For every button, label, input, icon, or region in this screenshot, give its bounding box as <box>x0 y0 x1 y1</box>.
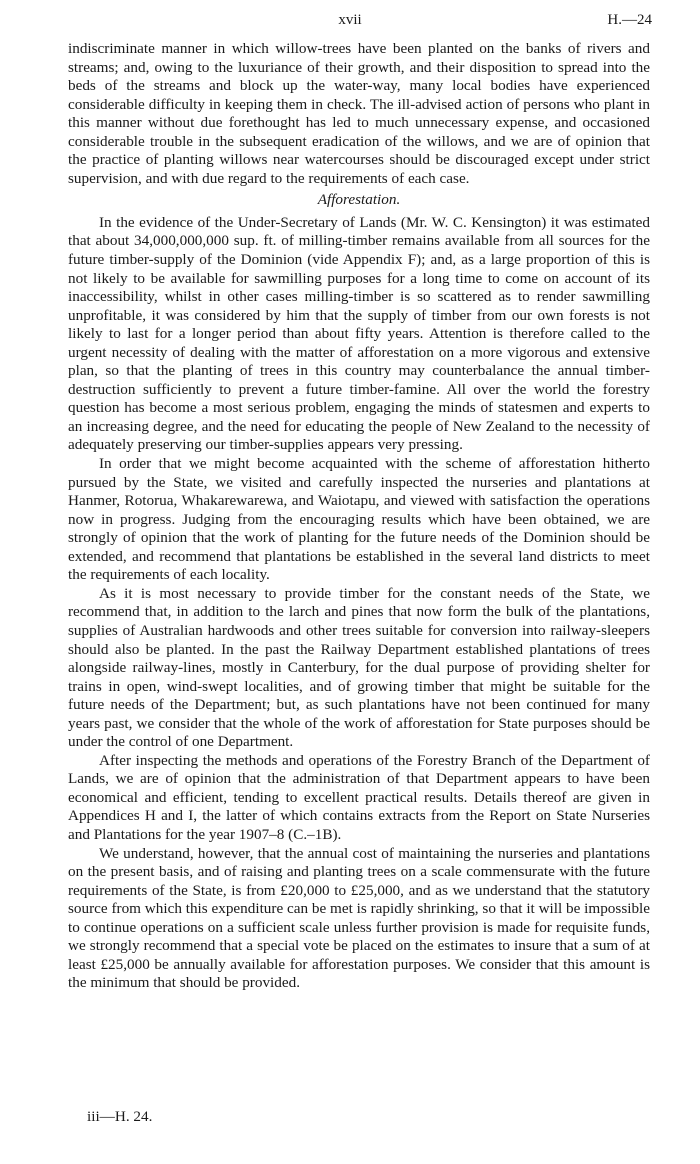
paragraph-forestry-branch: After inspecting the methods and operations of the Forestry Branch of the Department of Lands, we are of opinion that the administration of that Department appears to have been economical and efficient, tending to excellent practical results. Details thereof are given in Appendices H and I, the latter of which contains extracts from the Report on State Nurseries and Plantations for the year 1907–8 (C.–1B). <box>68 751 650 843</box>
paragraph-timber-supply: In the evidence of the Under-Secretary of Lands (Mr. W. C. Kensington) it was estimated that about 34,000,000,000 sup. ft. of milling-timber remains available from all sources for the future timber-supply of the Dominion (vide Appendix F); and, as a large proportion of this is not likely to be available for sawmilling purposes for a long time to come on account of its inaccessibility, whilst in other cases milling-timber is so scattered as to render sawmilling unprofitable, it was considered by him that the supply of timber from our own forests is not likely to last for a longer period than about fifty years. Attention is therefore called to the urgent necessity of dealing with the matter of afforestation on a more vigorous and extensive plan, so that the planting of trees in this country may counterbalance the annual timber-destruction sufficiently to prevent a future timber-famine. All over the world the forestry question has become a most serious problem, engaging the minds of statesmen and experts to an increasing degree, and the need for educating the people of New Zealand to the necessity of adequately preserving our timber-supplies appears very pressing. <box>68 213 650 454</box>
section-heading: Afforestation. <box>317 191 401 209</box>
paragraph-railway-sleepers: As it is most necessary to provide timber for the constant needs of the State, we recommend that, in addition to the larch and pines that now form the bulk of the plantations, supplies of Australian hardwoods and other trees suitable for conversion into railway-sleepers should also be planted. In the past the Railway Department established plantations of trees alongside railway-lines, mostly in Canterbury, for the dual purpose of providing shelter for trains in open, wind-swept localities, and of growing timber that might be suitable for the future needs of the Department; but, as such plantations have not been continued for many years past, we consider that the whole of the work of afforestation for State purposes should be under the control of one Department. <box>68 584 650 751</box>
signature-mark: iii—H. 24. <box>87 1108 153 1125</box>
paragraph-state-scheme: In order that we might become acquainted with the scheme of afforestation hitherto pursued by the State, we visited and carefully inspected the nurseries and plantations at Hanmer, Rotorua, Whakarewarewa, and Waiotapu, and viewed with satisfaction the operations now in progress. Judging from the encouraging results which have been obtained, we are strongly of opinion that the work of planting for the future needs of the Dominion should be extended, and recommend that plantations be established in the several land districts to meet the requirements of each locality. <box>68 455 650 584</box>
page-number: xvii <box>338 12 362 28</box>
document-reference: H.—24 <box>607 12 652 28</box>
page-body <box>68 40 650 993</box>
paragraph-annual-cost: We understand, however, that the annual cost of maintaining the nurseries and plantations on the present basis, and of raising and planting trees on a scale commensurate with the future requirements of the State, is from £20,000 to £25,000, and as we understand that the statutory source from which this expenditure can be met is rapidly shrinking, so that it will be impossible to continue operations on a sufficient scale unless further provision is made for requisite funds, we strongly recommend that a special vote be placed on the estimates to insure that a sum of at least £25,000 be annually available for afforestation purposes. We consider that this amount is the minimum that should be provided. <box>68 844 650 992</box>
paragraph-willows: indiscriminate manner in which willow-trees have been planted on the banks of rivers and streams; and, owing to the luxuriance of their growth, and their disposition to spread into the beds of the streams and block up the water-way, many local bodies have experienced considerable difficulty in keeping them in check. The ill-advised action of persons who plant in this manner without due forethought has led to much unnecessary expense, and occasioned considerable trouble in the subsequent eradication of the willows, and we are of opinion that the practice of planting willows near watercourses should be discouraged except under strict supervision, and with due regard to the requirements of each case. <box>68 40 650 187</box>
page-header <box>0 12 700 32</box>
